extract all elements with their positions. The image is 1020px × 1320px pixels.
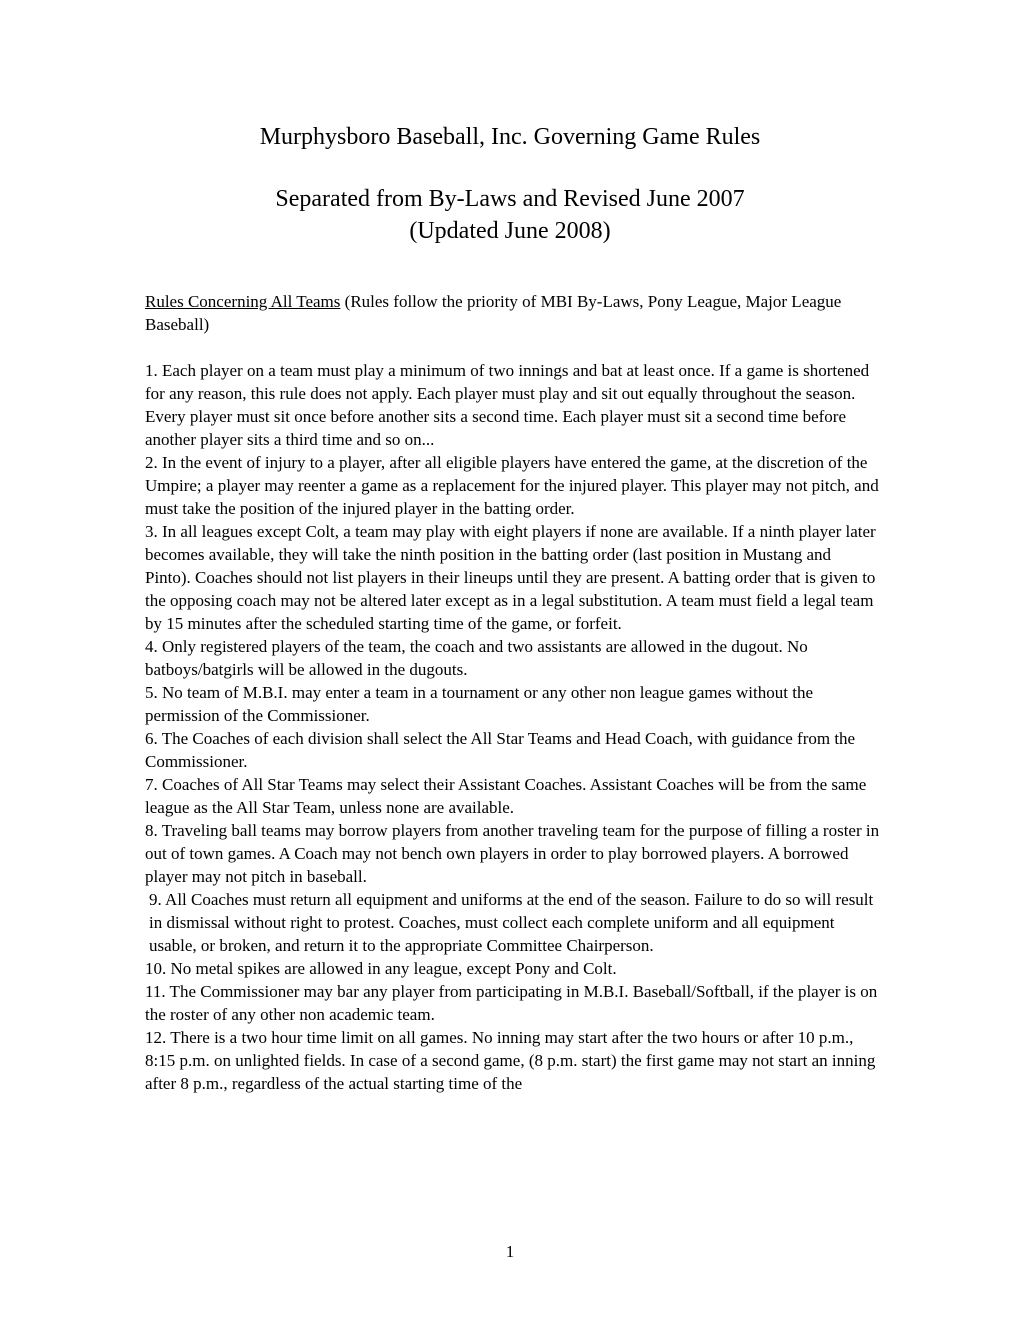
rule-5: 5. No team of M.B.I. may enter a team in a tournament or any other non league games without the permission of the Commissioner. [145,683,813,725]
rule-3: 3. In all leagues except Colt, a team may play with eight players if none are available. If a ninth player later becomes available, they will take the ninth position in the batting order (last position in Mustang and Pinto). Coaches should not list players in their lineups until they are present. A batting order that is given to the opposing coach may not be altered later except as in a legal substitution. A team must field a legal team by 15 minutes after the scheduled starting time of the game, or forfeit. [145,522,876,633]
rule-1: 1. Each player on a team must play a minimum of two innings and bat at least once. If a game is shortened for any reason, this rule does not apply. Each player must play and sit out equally throughout the season. Every player must sit once before another sits a second time. Each player must sit a second time before another player sits a third time and so on... [145,361,870,449]
rule-8: 8. Traveling ball teams may borrow players from another traveling team for the purpose of filling a roster in out of town games. A Coach may not bench own players in order to play borrowed players. A borrowed player may not pitch in baseball. [145,821,880,886]
rule-6: 6. The Coaches of each division shall select the All Star Teams and Head Coach, with guidance from the Commissioner. [145,729,856,771]
rule-9: 9. All Coaches must return all equipment and uniforms at the end of the season. Failure to do so will result in dismissal without right to protest. Coaches, must collect each complete uniform and all equipment usable, or broken, and return it to the appropriate Committee Chairperson. [149,890,874,955]
document-body [145,290,880,1095]
section-heading: Rules Concerning All Teams [145,292,341,311]
section-intro [145,290,880,336]
document-title: Murphysboro Baseball, Inc. Governing Game Rules [259,124,761,150]
rule-4: 4. Only registered players of the team, the coach and two assistants are allowed in the dugout. No batboys/batgirls will be allowed in the dugouts. [145,637,808,679]
document-updated-note: (Updated June 2008) [409,218,611,244]
rule-2: 2. In the event of injury to a player, after all eligible players have entered the game, at the discretion of the Umpire; a player may reenter a game as a replacement for the injured player. This player may not pitch, and must take the position of the injured player in the batting order. [145,453,879,518]
rule-11: 11. The Commissioner may bar any player from participating in M.B.I. Baseball/Softball, if the player is on the roster of any other non academic team. [145,982,878,1024]
rule-10: 10. No metal spikes are allowed in any league, except Pony and Colt. [145,959,617,978]
page-number: 1 [505,1242,515,1261]
document-subtitle: Separated from By-Laws and Revised June 2007 [275,186,745,212]
section-priority-note: (Rules follow the priority of MBI By-Laws, Pony League, Major League Baseball) [145,292,842,334]
rule-12: 12. There is a two hour time limit on all games. No inning may start after the two hours or after 10 p.m., 8:15 p.m. on unlighted fields. In case of a second game, (8 p.m. start) the first game may not start an inning after 8 p.m., regardless of the actual starting time of the [145,1028,876,1093]
rule-7: 7. Coaches of All Star Teams may select their Assistant Coaches. Assistant Coaches will be from the same league as the All Star Team, unless none are available. [145,775,867,817]
